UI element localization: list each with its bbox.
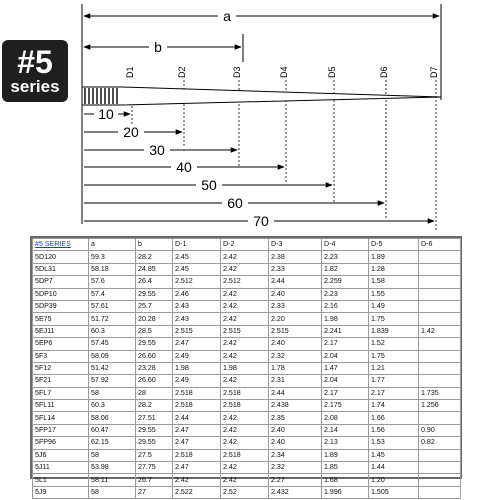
table-cell: 57.4 [89, 288, 136, 300]
table-cell: 2.42 [173, 474, 221, 486]
table-cell [419, 313, 461, 325]
table-cell [419, 251, 461, 263]
table-row [33, 474, 461, 486]
table-cell: 26.4 [136, 276, 173, 288]
table-cell: 27 [136, 486, 173, 498]
header-series[interactable] [33, 239, 89, 251]
dimension-a-label: a [223, 8, 231, 24]
table-cell: 1.42 [419, 325, 461, 337]
series-word: series [10, 77, 60, 96]
table-cell: 2.42 [221, 300, 269, 312]
table-cell: 29.55 [136, 437, 173, 449]
table-cell: 28.5 [136, 325, 173, 337]
table-cell: 1.98 [322, 313, 369, 325]
table-cell: 27.75 [136, 462, 173, 474]
table-cell: 1.75 [369, 313, 419, 325]
table-cell: 2.44 [173, 412, 221, 424]
table-cell: 2.47 [173, 424, 221, 436]
file-profile [82, 87, 441, 105]
table-cell: 58.09 [89, 350, 136, 362]
table-cell: 5J6 [33, 449, 89, 461]
table-cell: 2.42 [221, 350, 269, 362]
table-cell [419, 288, 461, 300]
series-number: #5 [17, 44, 53, 80]
length-label-50: 50 [201, 177, 217, 193]
table-cell: 2.33 [269, 300, 322, 312]
table-cell: 1.74 [369, 400, 419, 412]
table-cell: 28 [136, 387, 173, 399]
table-cell: 2.13 [322, 437, 369, 449]
table-cell: 1.89 [322, 449, 369, 461]
table-cell [419, 375, 461, 387]
length-label-60: 60 [227, 195, 243, 211]
table-cell [419, 449, 461, 461]
table-cell: 1.996 [322, 486, 369, 498]
table-cell: 60.47 [89, 424, 136, 436]
table-row [33, 449, 461, 461]
table-cell [419, 300, 461, 312]
table-cell: 1.839 [369, 325, 419, 337]
table-row [33, 300, 461, 312]
table-cell: 1.49 [369, 300, 419, 312]
table-cell: 27.5 [136, 449, 173, 461]
table-cell: 2.518 [173, 387, 221, 399]
header-b: b [136, 239, 173, 251]
table-cell: 28.2 [136, 251, 173, 263]
table-cell: 5F3 [33, 350, 89, 362]
table-cell: 2.518 [173, 449, 221, 461]
length-label-30: 30 [149, 142, 165, 158]
length-label-40: 40 [176, 159, 192, 175]
table-cell: 2.47 [173, 338, 221, 350]
table-row [33, 263, 461, 275]
table-cell: 2.49 [173, 375, 221, 387]
table-row [33, 288, 461, 300]
table-cell: 2.23 [322, 288, 369, 300]
table-cell: 2.04 [322, 375, 369, 387]
diameter-labels [125, 66, 439, 78]
table-cell: 2.52 [221, 486, 269, 498]
table-cell: 2.08 [322, 412, 369, 424]
table-row [33, 276, 461, 288]
table-cell: 2.40 [269, 437, 322, 449]
table-cell: 2.512 [173, 276, 221, 288]
table-cell: 2.23 [322, 251, 369, 263]
table-cell: 51.42 [89, 362, 136, 374]
table-cell [419, 338, 461, 350]
dimensions-table [32, 238, 461, 499]
table-row [33, 486, 461, 498]
table-cell: 57.6 [89, 276, 136, 288]
table-cell: 1.505 [369, 486, 419, 498]
table-cell: 2.31 [269, 375, 322, 387]
table-cell: 1.58 [369, 276, 419, 288]
table-cell: 2.40 [269, 424, 322, 436]
series-header-link[interactable]: #5 SERIES [35, 240, 71, 249]
table-cell: 5F12 [33, 362, 89, 374]
table-cell: 5FL11 [33, 400, 89, 412]
header-d4: D-4 [322, 239, 369, 251]
table-cell: 2.27 [269, 474, 322, 486]
table-cell: 2.44 [269, 387, 322, 399]
table-header-row [33, 239, 461, 251]
header-a: a [89, 239, 136, 251]
table-cell: 1.56 [369, 424, 419, 436]
table-cell: 57.92 [89, 375, 136, 387]
table-row [33, 313, 461, 325]
label-d7: D7 [429, 66, 439, 78]
table-cell: 2.438 [269, 400, 322, 412]
table-cell: 5DP7 [33, 276, 89, 288]
table-cell: 5E75 [33, 313, 89, 325]
table-row [33, 338, 461, 350]
table-cell: 2.32 [269, 350, 322, 362]
table-cell: 2.45 [173, 263, 221, 275]
header-d6: D-6 [419, 239, 461, 251]
table-cell: 2.17 [322, 338, 369, 350]
table-row [33, 424, 461, 436]
table-cell: 2.04 [322, 350, 369, 362]
table-cell [419, 276, 461, 288]
table-cell: 58.18 [89, 263, 136, 275]
table-cell [419, 412, 461, 424]
table-cell [419, 462, 461, 474]
table-cell: 60.3 [89, 400, 136, 412]
table-cell [419, 486, 461, 498]
table-cell: 2.512 [221, 276, 269, 288]
table-cell: 28.2 [136, 400, 173, 412]
table-cell: 2.40 [269, 288, 322, 300]
table-cell: 5DP39 [33, 300, 89, 312]
table-cell: 2.515 [269, 325, 322, 337]
table-cell: 2.49 [173, 350, 221, 362]
table-cell: 5FL7 [33, 387, 89, 399]
table-cell: 2.518 [221, 400, 269, 412]
table-row [33, 462, 461, 474]
table-row [33, 412, 461, 424]
table-cell: 5EJ11 [33, 325, 89, 337]
table-cell: 2.17 [369, 387, 419, 399]
table-cell: 2.432 [269, 486, 322, 498]
table-cell [419, 362, 461, 374]
table-cell: 2.42 [221, 313, 269, 325]
table-cell: 2.42 [221, 424, 269, 436]
table-cell: 5J11 [33, 462, 89, 474]
header-d3: D-3 [269, 239, 322, 251]
table-cell [419, 350, 461, 362]
table-cell: 1.28 [369, 263, 419, 275]
table-cell: 1.45 [369, 449, 419, 461]
table-cell: 2.42 [221, 288, 269, 300]
table-cell: 2.241 [322, 325, 369, 337]
table-cell: 1.44 [369, 462, 419, 474]
table-cell: 5FP96 [33, 437, 89, 449]
table-cell: 53.98 [89, 462, 136, 474]
table-cell: 20.28 [136, 313, 173, 325]
table-cell: 5DP10 [33, 288, 89, 300]
table-cell: 27.51 [136, 412, 173, 424]
table-cell: 2.518 [173, 400, 221, 412]
table-cell: 2.42 [221, 375, 269, 387]
table-cell: 5J9 [33, 486, 89, 498]
header-d2: D-2 [221, 239, 269, 251]
extension-lines [82, 4, 441, 224]
table-cell: 23.28 [136, 362, 173, 374]
table-cell: 29.55 [136, 424, 173, 436]
label-d3: D3 [232, 66, 242, 78]
table-cell: 26.60 [136, 350, 173, 362]
table-cell: 29.55 [136, 338, 173, 350]
table-row [33, 325, 461, 337]
length-label-10: 10 [98, 106, 114, 122]
table-cell: 2.44 [269, 276, 322, 288]
table-cell: 2.43 [173, 300, 221, 312]
table-cell [419, 474, 461, 486]
table-cell: 2.33 [269, 263, 322, 275]
table-cell: 2.42 [221, 462, 269, 474]
table-cell: 2.46 [173, 288, 221, 300]
table-cell: 0.90 [419, 424, 461, 436]
length-label-20: 20 [123, 124, 139, 140]
table-cell: 58 [89, 486, 136, 498]
label-d5: D5 [327, 66, 337, 78]
table-cell: 2.518 [221, 387, 269, 399]
table-cell: 57.61 [89, 300, 136, 312]
table-cell: 2.40 [269, 338, 322, 350]
table-cell: 25.7 [136, 300, 173, 312]
table-cell: 60.3 [89, 325, 136, 337]
table-cell: 5FP17 [33, 424, 89, 436]
table-cell: 1.77 [369, 375, 419, 387]
table-cell: 2.42 [221, 437, 269, 449]
table-cell: 24.85 [136, 263, 173, 275]
table-cell: 2.34 [269, 449, 322, 461]
table-cell: 1.47 [322, 362, 369, 374]
table-cell: 59.3 [89, 251, 136, 263]
table-cell: 1.85 [322, 462, 369, 474]
table-cell: 58 [89, 387, 136, 399]
table-cell: 2.518 [221, 449, 269, 461]
table-cell: 1.256 [419, 400, 461, 412]
table-cell: 2.16 [322, 300, 369, 312]
table-cell: 2.42 [221, 338, 269, 350]
table-cell: 5D120 [33, 251, 89, 263]
label-d6: D6 [379, 66, 389, 78]
table-cell: 58.11 [89, 474, 136, 486]
table-cell: 2.14 [322, 424, 369, 436]
table-cell: 1.82 [322, 263, 369, 275]
table-cell: 2.42 [221, 474, 269, 486]
table-cell: 58 [89, 449, 136, 461]
table-cell: 2.515 [221, 325, 269, 337]
table-cell: 62.15 [89, 437, 136, 449]
table-cell: 0.82 [419, 437, 461, 449]
table-cell: 1.75 [369, 350, 419, 362]
label-d2: D2 [177, 66, 187, 78]
table-cell: 2.20 [269, 313, 322, 325]
dimensions-table-frame [30, 236, 462, 496]
table-cell: 2.32 [269, 462, 322, 474]
table-cell: 2.259 [322, 276, 369, 288]
table-row [33, 387, 461, 399]
table-cell: 2.47 [173, 462, 221, 474]
table-cell: 2.45 [173, 251, 221, 263]
table-cell: 5FL14 [33, 412, 89, 424]
label-d1: D1 [125, 66, 135, 78]
table-cell: 2.42 [221, 412, 269, 424]
table-cell: 1.52 [369, 338, 419, 350]
table-cell: 2.43 [173, 313, 221, 325]
dimension-b-label: b [154, 39, 162, 55]
table-row [33, 251, 461, 263]
table-cell: 1.21 [369, 362, 419, 374]
table-cell: 2.522 [173, 486, 221, 498]
table-cell: 29.55 [136, 288, 173, 300]
table-cell: 2.515 [173, 325, 221, 337]
table-cell: 2.42 [221, 251, 269, 263]
length-label-70: 70 [253, 213, 269, 229]
table-cell: 2.35 [269, 412, 322, 424]
table-cell: 51.72 [89, 313, 136, 325]
header-d1: D-1 [173, 239, 221, 251]
table-cell: 1.98 [173, 362, 221, 374]
table-cell: 1.53 [369, 437, 419, 449]
table-cell: 5L1 [33, 474, 89, 486]
table-row [33, 350, 461, 362]
table-cell [419, 263, 461, 275]
table-cell: 26.60 [136, 375, 173, 387]
table-cell: 5DL31 [33, 263, 89, 275]
table-cell: 1.98 [221, 362, 269, 374]
table-cell: 58.06 [89, 412, 136, 424]
table-cell: 26.7 [136, 474, 173, 486]
table-cell: 2.38 [269, 251, 322, 263]
table-row [33, 437, 461, 449]
table-cell: 2.42 [221, 263, 269, 275]
table-body [33, 251, 461, 499]
table-row [33, 400, 461, 412]
table-cell: 1.78 [269, 362, 322, 374]
table-cell: 2.175 [322, 400, 369, 412]
table-cell: 1.89 [369, 251, 419, 263]
table-cell: 5F21 [33, 375, 89, 387]
table-cell: 1.68 [322, 474, 369, 486]
table-cell: 2.17 [322, 387, 369, 399]
table-cell: 57.45 [89, 338, 136, 350]
table-cell: 1.735 [419, 387, 461, 399]
file-dimension-diagram [0, 0, 500, 232]
table-row [33, 362, 461, 374]
table-cell: 1.55 [369, 288, 419, 300]
table-cell: 1.66 [369, 412, 419, 424]
header-d5: D-5 [369, 239, 419, 251]
label-d4: D4 [279, 66, 289, 78]
table-cell: 5EP6 [33, 338, 89, 350]
table-row [33, 375, 461, 387]
table-cell: 1.20 [369, 474, 419, 486]
table-cell: 2.47 [173, 437, 221, 449]
